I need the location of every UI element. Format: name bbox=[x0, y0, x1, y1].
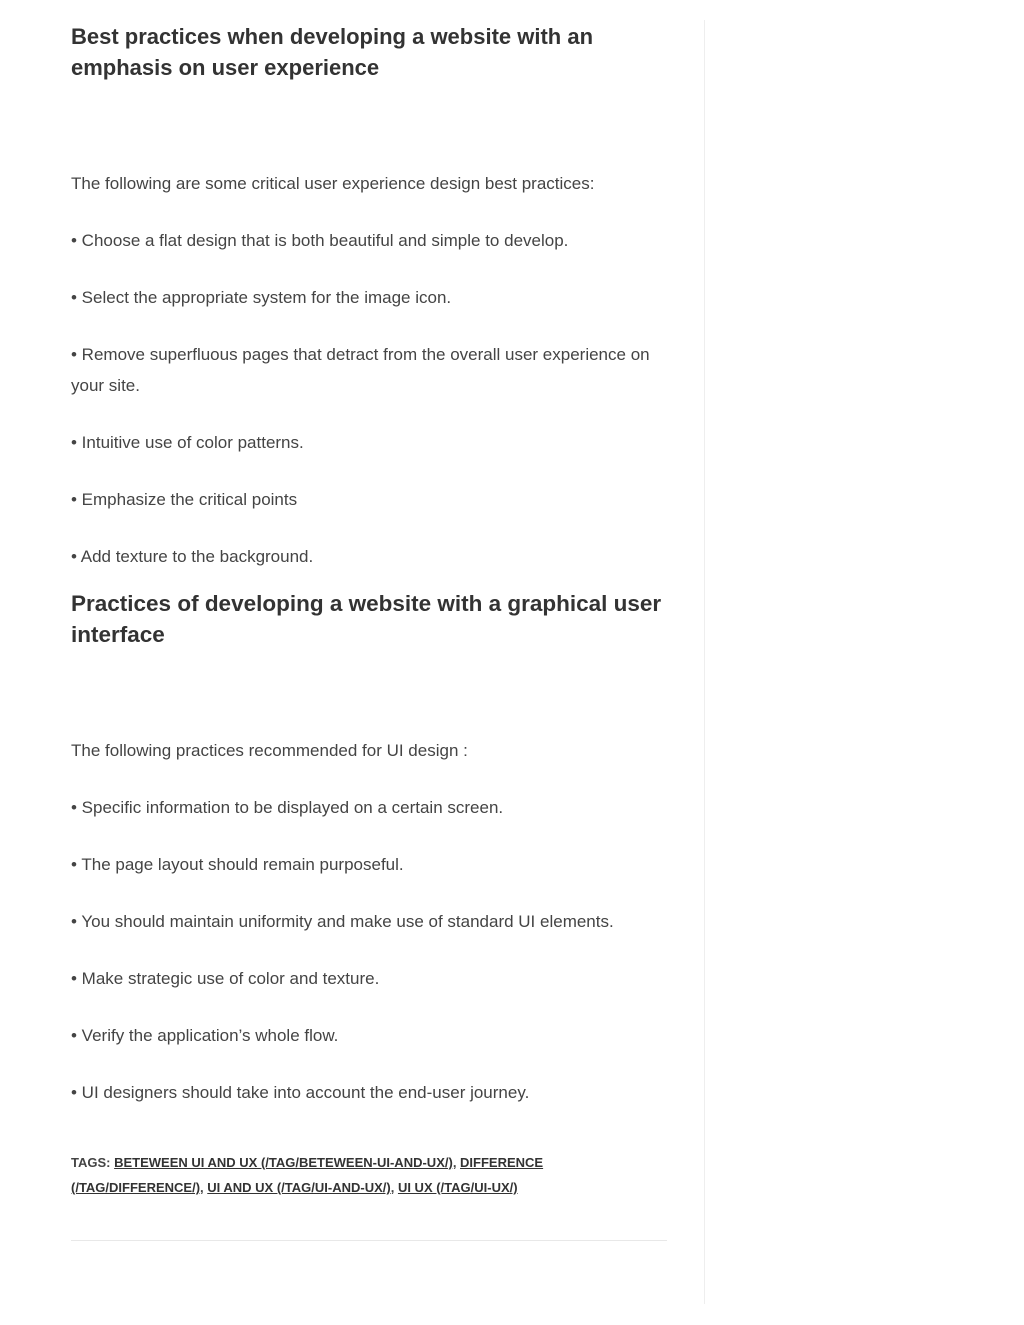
practice-item: • Verify the application’s whole flow. bbox=[71, 1026, 339, 1045]
section-spacer bbox=[71, 83, 667, 168]
practice-item: • You should maintain uniformity and make use of standard UI elements. bbox=[71, 912, 614, 931]
tag-separator: , bbox=[200, 1180, 208, 1195]
tag-separator: , bbox=[452, 1155, 461, 1170]
practice-item: • Remove superfluous pages that detract from the overall user experience on your site. bbox=[71, 345, 650, 395]
article-body bbox=[71, 0, 667, 1241]
practice-item: • The page layout should remain purposeful. bbox=[71, 855, 404, 874]
practice-item: • Choose a flat design that is both beautiful and simple to develop. bbox=[71, 231, 569, 250]
tag-link[interactable]: DIFFERENCE (/TAG/DIFFERENCE/) bbox=[71, 1155, 544, 1195]
practice-item: • UI designers should take into account the end-user journey. bbox=[71, 1083, 530, 1102]
tags-label: TAGS: bbox=[71, 1155, 115, 1170]
practice-item: • Specific information to be displayed on a certain screen. bbox=[71, 798, 504, 817]
section-heading: Practices of developing a website with a graphical user interface bbox=[71, 591, 662, 647]
tag-link[interactable]: BETEWEEN UI AND UX (/TAG/BETEWEEN-UI-AND-UX/) bbox=[114, 1155, 453, 1170]
section-intro: The following practices recommended for UI design : bbox=[71, 741, 468, 760]
section-heading: Best practices when developing a website with an emphasis on user experience bbox=[71, 24, 594, 80]
tags-line bbox=[71, 1150, 667, 1200]
practice-item: • Emphasize the critical points bbox=[71, 490, 298, 509]
practice-item: • Select the appropriate system for the image icon. bbox=[71, 288, 452, 307]
practice-list bbox=[71, 225, 667, 572]
tag-link[interactable]: UI AND UX (/TAG/UI-AND-UX/) bbox=[207, 1180, 391, 1195]
practice-item: • Add texture to the background. bbox=[71, 547, 314, 566]
footer-divider bbox=[71, 1240, 667, 1241]
section-spacer bbox=[71, 650, 667, 735]
tag-separator: , bbox=[390, 1180, 398, 1195]
tag-link[interactable]: UI UX (/TAG/UI-UX/) bbox=[397, 1180, 518, 1195]
section-intro: The following are some critical user experience design best practices: bbox=[71, 174, 595, 193]
practice-item: • Intuitive use of color patterns. bbox=[71, 433, 304, 452]
practice-item: • Make strategic use of color and texture. bbox=[71, 969, 380, 988]
practice-list bbox=[71, 792, 667, 1108]
sidebar-divider bbox=[704, 20, 705, 1304]
